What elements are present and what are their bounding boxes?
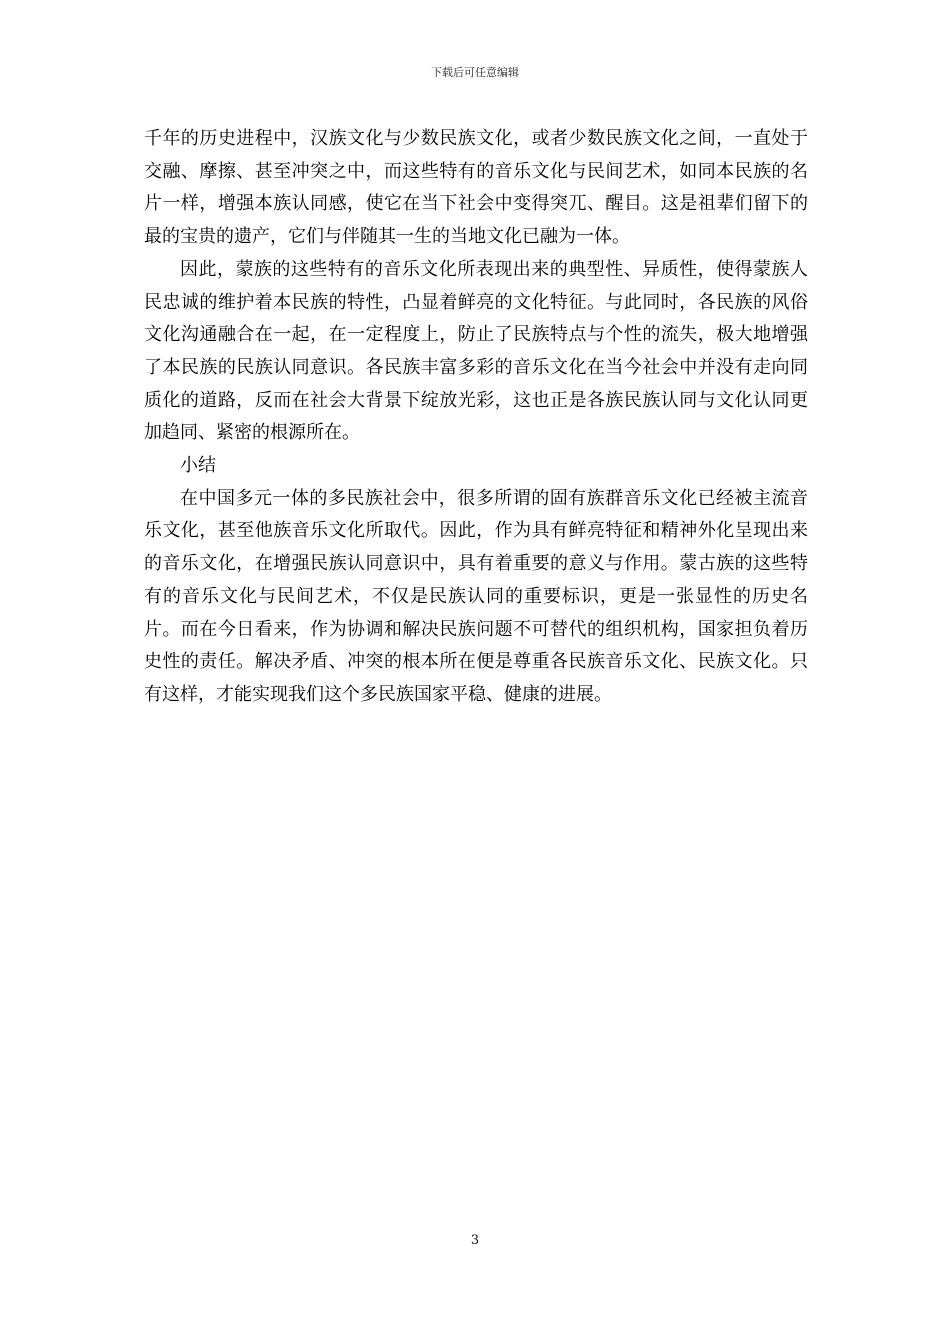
page-number: 3 (470, 1233, 480, 1248)
paragraph-mongolian-culture: 因此，蒙族的这些特有的音乐文化所表现出来的典型性、异质性，使得蒙族人民忠诚的维护着本民族的特性，凸显着鲜亮的文化特征。与此同时，各民族的风俗文化沟通融合在一起，在一定程度上，防止了民族特点与个性的流失，极大地增强了本民族的民族认同意识。各民族丰富多彩的音乐文化在当今社会中并没有走向同质化的道路，反而在社会大背景下绽放光彩，这也正是各族民族认同与文化认同更加趋同、紧密的根源所在。 (144, 258, 808, 444)
paragraph-continuation: 千年的历史进程中，汉族文化与少数民族文化，或者少数民族文化之间，一直处于交融、摩擦、甚至冲突之中，而这些特有的音乐文化与民间艺术，如同本民族的名片一样，增强本族认同感，使它在当下社会中变得突兀、醒目。这是祖辈们留下的最的宝贵的遗产，它们与伴随其一生的当地文化已融为一体。 (144, 128, 808, 248)
page-header: 下载后可任意编辑 (431, 66, 519, 79)
paragraph-summary: 在中国多元一体的多民族社会中，很多所谓的固有族群音乐文化已经被主流音乐文化，甚至他族音乐文化所取代。因此，作为具有鲜亮特征和精神外化呈现出来的音乐文化，在增强民族认同意识中，具有着重要的意义与作用。蒙古族的这些特有的音乐文化与民间艺术，不仅是民族认同的重要标识，更是一张显性的历史名片。而在今日看来，作为协调和解决民族问题不可替代的组织机构，国家担负着历史性的责任。解决矛盾、冲突的根本所在便是尊重各民族音乐文化、民族文化。只有这样，才能实现我们这个多民族国家平稳、健康的进展。 (144, 487, 808, 705)
document-body (144, 123, 808, 712)
section-heading-summary: 小结 (180, 455, 216, 477)
